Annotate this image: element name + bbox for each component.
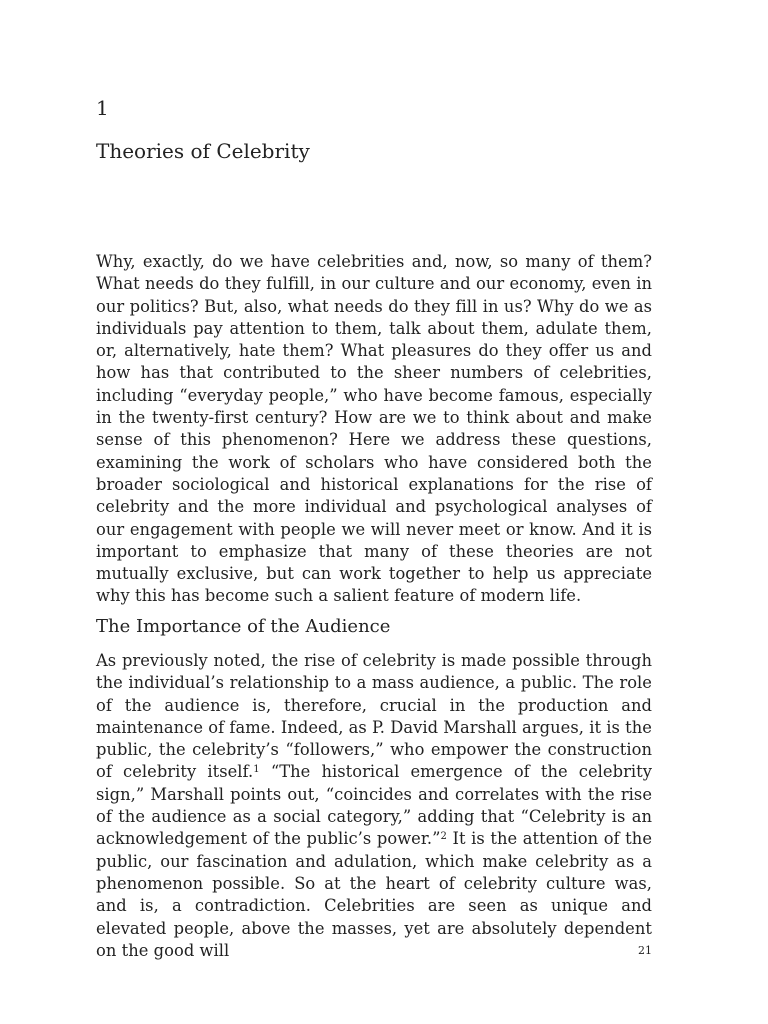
section-paragraph-part2: “The historical emergence of the celebrity sign,” Marshall points out, “coincides and correlates with the rise of the audience as a social category,” adding that “Celebrity is an acknowledgement of the public’s power.” [96, 762, 652, 849]
section-heading: The Importance of the Audience [96, 616, 391, 637]
page-number: 21 [638, 944, 652, 957]
section-paragraph-part3: It is the attention of the public, our fascination and adulation, which make celebrity as a phenomenon possible. So at the heart of celebrity culture was, and is, a contradiction. Celebrities are seen as unique and elevated people, above the masses, yet are absolutely dependent on the good will [96, 829, 652, 960]
footnote-ref-1[interactable]: 1 [253, 764, 260, 776]
chapter-number: 1 [96, 96, 109, 120]
footnote-ref-2[interactable]: 2 [440, 831, 447, 843]
intro-paragraph: Why, exactly, do we have celebrities and, now, so many of them? What needs do they fulfill, in our culture and our economy, even in our politics? But, also, what needs do they fill in us? Why do we as individuals pay attention to them, talk about them, adulate them, or, alternatively, hate them? What pleasures do they offer us and how has that contributed to the sheer numbers of celebrities, including “everyday people,” who have become famous, especially in the twenty-first century? How are we to think about and make sense of this phenomenon? Here we address these questions, examining the work of scholars who have considered both the broader sociological and historical explanations for the rise of celebrity and the more individual and psychological analyses of our engagement with people we will never meet or know. And it is important to emphasize that many of these theories are not mutually exclusive, but can work together to help us appreciate why this has become such a salient feature of modern life. [96, 252, 652, 606]
book-page [96, 0, 652, 1024]
chapter-title: Theories of Celebrity [96, 139, 310, 163]
section-paragraph [96, 650, 652, 962]
section-paragraph-part1: As previously noted, the rise of celebrity is made possible through the individual’s relationship to a mass audience, a public. The role of the audience is, therefore, crucial in the production and maintenance of fame. Indeed, as P. David Marshall argues, it is the public, the celebrity’s “followers,” who empower the construction of celebrity itself. [96, 651, 652, 782]
